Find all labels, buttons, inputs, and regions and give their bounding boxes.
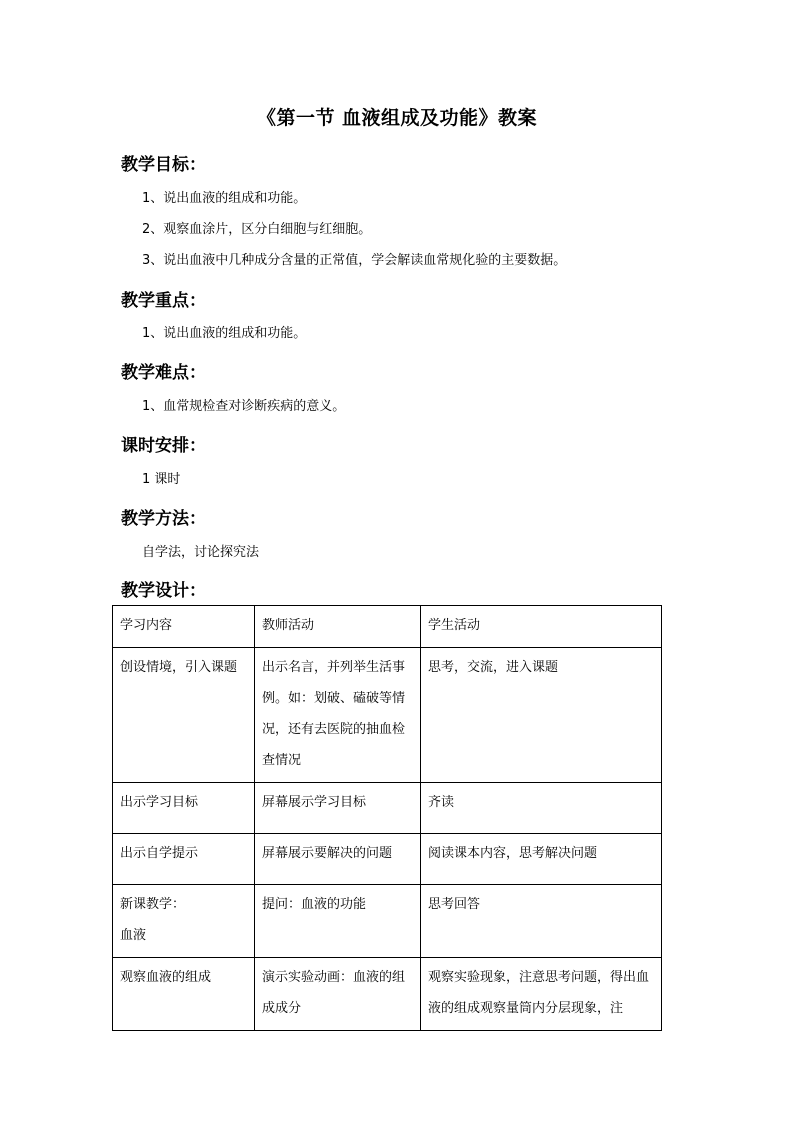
table-cell: 屏幕展示学习目标 — [255, 783, 421, 834]
table-cell: 出示自学提示 — [113, 834, 255, 885]
header-cell-content: 学习内容 — [113, 606, 255, 648]
document-title: 《第一节 血液组成及功能》教案 — [256, 107, 538, 129]
design-heading: 教学设计： — [121, 581, 206, 601]
table-cell: 提问：血液的功能 — [255, 885, 421, 958]
table-cell: 新课教学： 血液 — [113, 885, 255, 958]
difficulty-item-1: 1、血常规检查对诊断疾病的意义。 — [142, 399, 346, 414]
methods-text: 自学法，讨论探究法 — [142, 545, 260, 560]
objective-item-2: 2、观察血涂片，区分白细胞与红细胞。 — [142, 222, 372, 237]
header-cell-student: 学生活动 — [421, 606, 662, 648]
table-cell: 出示学习目标 — [113, 783, 255, 834]
schedule-heading: 课时安排： — [121, 436, 206, 456]
table-header-row — [113, 606, 662, 648]
design-table — [112, 605, 662, 1031]
key-point-item-1: 1、说出血液的组成和功能。 — [142, 326, 307, 341]
table-cell: 阅读课本内容，思考解决问题 — [421, 834, 662, 885]
key-points-heading: 教学重点： — [121, 291, 206, 311]
header-cell-teacher: 教师活动 — [255, 606, 421, 648]
table-cell: 屏幕展示要解决的问题 — [255, 834, 421, 885]
table-cell: 出示名言，并列举生活事例。如：划破、磕破等情况，还有去医院的抽血检查情况 — [255, 648, 421, 783]
schedule-text: 1 课时 — [142, 472, 181, 487]
table-row — [113, 648, 662, 783]
objective-item-1: 1、说出血液的组成和功能。 — [142, 191, 307, 206]
difficulties-heading: 教学难点： — [121, 363, 206, 383]
table-cell: 齐读 — [421, 783, 662, 834]
table-cell: 思考，交流，进入课题 — [421, 648, 662, 783]
table-cell: 思考回答 — [421, 885, 662, 958]
table-cell: 观察血液的组成 — [113, 958, 255, 1031]
objective-item-3: 3、说出血液中几种成分含量的正常值，学会解读血常规化验的主要数据。 — [142, 253, 567, 268]
table-cell: 创设情境，引入课题 — [113, 648, 255, 783]
table-cell: 演示实验动画：血液的组成成分 — [255, 958, 421, 1031]
table-row — [113, 885, 662, 958]
table-cell: 观察实验现象，注意思考问题，得出血液的组成观察量筒内分层现象，注 — [421, 958, 662, 1031]
methods-heading: 教学方法： — [121, 509, 206, 529]
objectives-heading: 教学目标： — [121, 155, 206, 175]
table-row — [113, 834, 662, 885]
table-row — [113, 783, 662, 834]
table-row — [113, 958, 662, 1031]
